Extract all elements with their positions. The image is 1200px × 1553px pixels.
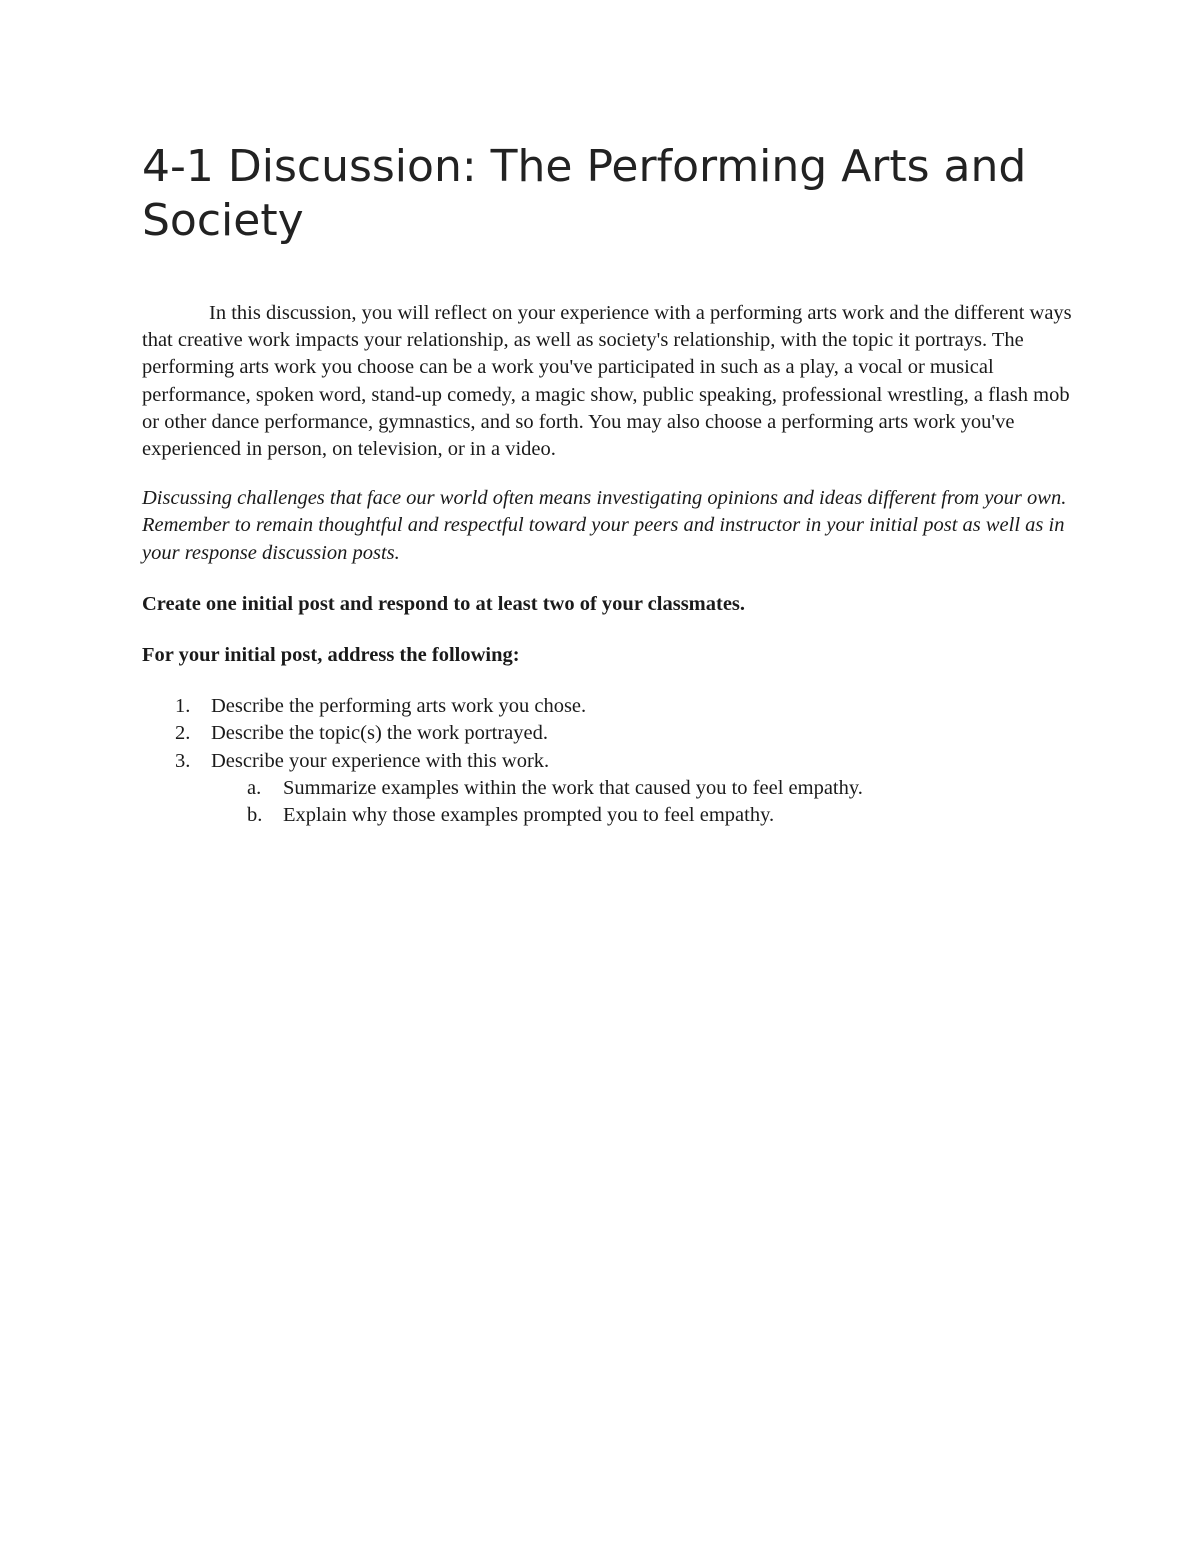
list-item-text: Describe the performing arts work you chose. <box>211 695 587 718</box>
sub-list-letter: b. <box>247 804 263 827</box>
list-item <box>175 748 1072 830</box>
list-item <box>175 720 1072 747</box>
sub-list-item <box>247 802 1072 829</box>
posting-instruction: Create one initial post and respond to at least two of your classmates. <box>142 592 746 615</box>
sub-list-letter: a. <box>247 776 262 799</box>
sub-task-list <box>211 775 1072 829</box>
page-title: 4-1 Discussion: The Performing Arts and Society <box>142 141 1027 246</box>
sub-list-item-text: Explain why those examples prompted you to feel empathy. <box>283 804 775 827</box>
sub-list-item-text: Summarize examples within the work that caused you to feel empathy. <box>283 776 863 799</box>
respect-note: Discussing challenges that face our world often means investigating opinions and ideas different from your own. Remember to remain thoughtful and respectful toward your peers and instructor in your initial post as well as in your response discussion posts. <box>142 487 1067 564</box>
list-item-text: Describe your experience with this work. <box>211 749 550 772</box>
list-number: 2. <box>175 722 191 745</box>
list-item-text: Describe the topic(s) the work portrayed. <box>211 722 548 745</box>
list-item <box>175 693 1072 720</box>
document-body <box>142 300 1072 829</box>
initial-post-prompt: For your initial post, address the following: <box>142 644 520 667</box>
sub-list-item <box>247 775 1072 802</box>
list-number: 1. <box>175 695 191 718</box>
task-list <box>142 693 1072 829</box>
intro-paragraph: In this discussion, you will reflect on your experience with a performing arts work and the different ways that creative work impacts your relationship, as well as society's relationship, with the topic it portrays. The performing arts work you choose can be a work you've participated in such as a play, a vocal or musical performance, spoken word, stand-up comedy, a magic show, public speaking, professional wrestling, a flash mob or other dance performance, gymnastics, and so forth. You may also choose a performing arts work you've experienced in person, on television, or in a video. <box>142 302 1072 461</box>
list-number: 3. <box>175 749 191 772</box>
